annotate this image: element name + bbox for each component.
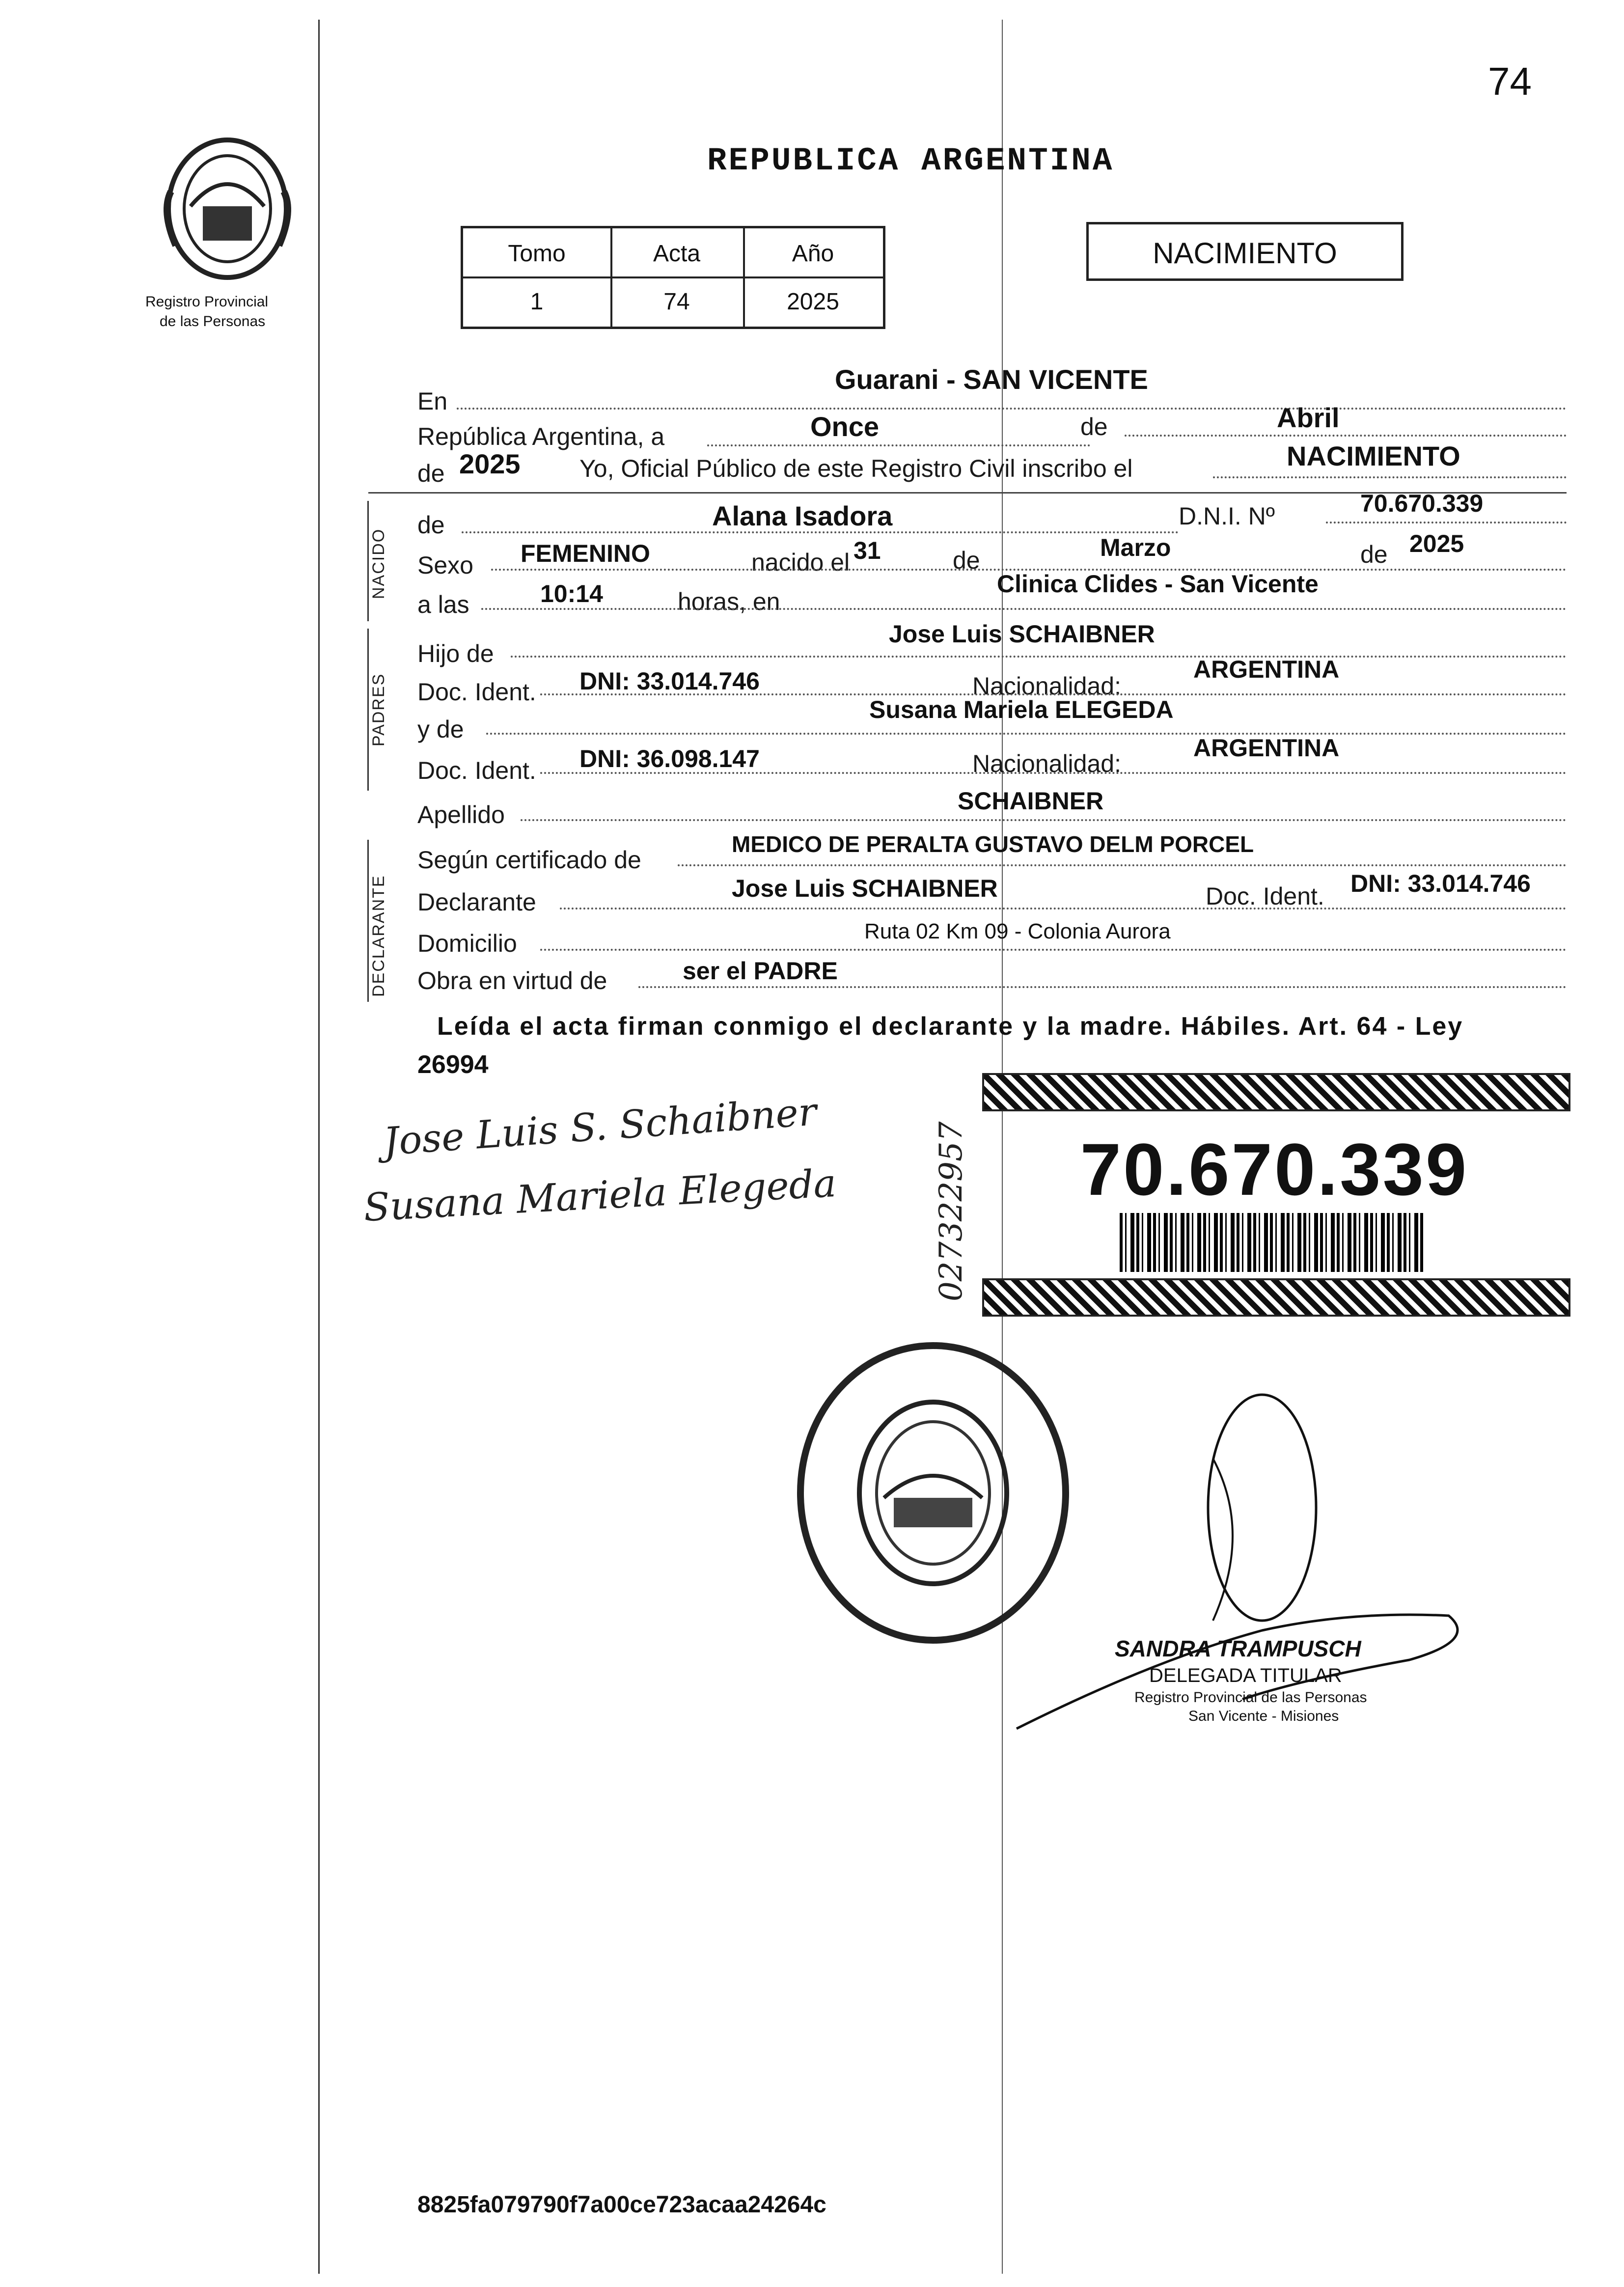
dotline [521,819,1567,821]
declarante-bracket [367,840,369,1002]
dotline [457,408,1567,410]
dotline [481,608,1567,610]
barcode-sticker [982,1073,1567,1314]
father-nationality: ARGENTINA [1193,656,1340,683]
dotline [707,444,1090,446]
province-logo [156,133,299,285]
mother-nationality-label: Nacionalidad: [972,750,1121,777]
de-label: de [1080,413,1108,441]
child-dni: 70.670.339 [1360,490,1484,517]
closing-line2: 26994 [417,1050,489,1079]
birth-year: 2025 [1409,530,1464,557]
table-header-acta: Acta [653,241,701,267]
barcode-icon [1120,1213,1424,1272]
dotline [540,772,1567,774]
document-hash: 8825fa079790f7a00ce723acaa24264c [417,2192,826,2218]
table-header-anio: Año [792,241,834,267]
y-de-label: y de [417,716,464,743]
place-value: Guarani - SAN VICENTE [835,364,1148,395]
officer-line4: San Vicente - Misiones [1188,1708,1339,1724]
de2-label: de [417,460,445,487]
dotline [1125,435,1567,437]
table-value-acta: 74 [663,289,690,315]
birth-month: Marzo [1100,534,1171,561]
sticker-pattern-top [982,1073,1570,1111]
table-value-tomo: 1 [530,289,544,315]
dotline [638,986,1567,988]
mother-nationality: ARGENTINA [1193,734,1340,762]
father-nationality-label: Nacionalidad: [972,672,1121,700]
page-number: 74 [1488,59,1532,103]
declarante-name: Jose Luis SCHAIBNER [732,875,998,902]
declarante-label: Declarante [417,888,536,916]
nacido-de-label2: de [953,547,980,574]
dni-label: D.N.I. Nº [1179,502,1275,530]
child-name: Alana Isadora [712,500,893,531]
mother-signature: Susana Mariela Elegeda [362,1161,838,1231]
officer-text: Yo, Oficial Público de este Registro Civil inscribo el [579,455,1133,482]
father-signature: Jose Luis S. Schaibner [382,1090,818,1164]
obra-label: Obra en virtud de [417,967,607,994]
officer-line3: Registro Provincial de las Personas [1134,1689,1367,1706]
page-title: REPUBLICA ARGENTINA [707,142,1114,179]
declarante-doc: DNI: 33.014.746 [1350,870,1531,897]
sticker-pattern-bottom [982,1278,1570,1317]
horas-en-label: horas, en [678,588,780,615]
dotline [560,908,1567,909]
segun-label: Según certificado de [417,846,641,874]
closing-line1: Leída el acta firman conmigo el declarante y la madre. Hábiles. Art. 64 - Ley [437,1012,1464,1041]
sexo-label: Sexo [417,551,473,579]
en-label: En [417,387,448,415]
nacido-de-label: de [417,511,445,539]
declarante-doc-label: Doc. Ident. [1206,882,1324,910]
logo-caption-line1: Registro Provincial [145,294,269,310]
table-value-anio: 2025 [787,289,839,315]
certificado-value: MEDICO DE PERALTA GUSTAVO DELM PORCEL [732,831,1254,857]
birth-day: 31 [853,537,881,564]
mother-doc-label: Doc. Ident. [417,757,536,784]
nacido-section-label: NACIDO [369,528,388,599]
nacido-de-label3: de [1360,541,1388,568]
left-margin-line [318,20,320,2274]
father-name: Jose Luis SCHAIBNER [889,620,1155,648]
logo-caption-line2: de las Personas [160,313,266,330]
apellido-value: SCHAIBNER [958,787,1104,815]
obra-value: ser el PADRE [683,957,838,985]
officer-title: DELEGADA TITULAR [1149,1665,1342,1686]
record-table [461,226,885,329]
dotline [678,864,1567,866]
nacido-el-label: nacido el [751,549,850,576]
domicilio-label: Domicilio [417,930,517,957]
padres-section-label: PADRES [369,673,388,746]
country-label: República Argentina, a [417,423,665,450]
padres-bracket [367,629,369,791]
dotline [540,949,1567,951]
barcode-label: 70.670.339 [1080,1128,1469,1211]
nacido-bracket [367,501,369,621]
sexo-value: FEMENINO [521,540,650,567]
record-type: NACIMIENTO [1153,237,1337,270]
table-header-tomo: Tomo [508,241,566,267]
province-seal-icon [156,133,299,285]
birth-place: Clinica Clides - San Vicente [997,570,1319,598]
officer-name: SANDRA TRAMPUSCH [1115,1636,1361,1661]
month-value: Abril [1277,402,1340,433]
father-doc: DNI: 33.014.746 [579,667,760,695]
day-word: Once [810,411,880,442]
apellido-label: Apellido [417,801,505,828]
birth-time: 10:14 [540,580,603,607]
hijo-de-label: Hijo de [417,640,494,667]
a-las-label: a las [417,591,469,618]
dotline [1213,476,1567,478]
dotline [511,656,1567,658]
dotline [486,733,1567,735]
vertical-serial-number: 027322957 [933,1121,969,1301]
declarante-section-label: DECLARANTE [369,875,388,997]
year-value: 2025 [459,448,521,479]
mother-name: Susana Mariela ELEGEDA [869,696,1174,723]
father-doc-label: Doc. Ident. [417,678,536,706]
mother-doc: DNI: 36.098.147 [579,745,760,772]
domicilio-value: Ruta 02 Km 09 - Colonia Aurora [864,919,1171,943]
inscribed-type: NACIMIENTO [1287,441,1460,471]
dotline [1326,522,1567,524]
record-type-box [1086,222,1404,281]
